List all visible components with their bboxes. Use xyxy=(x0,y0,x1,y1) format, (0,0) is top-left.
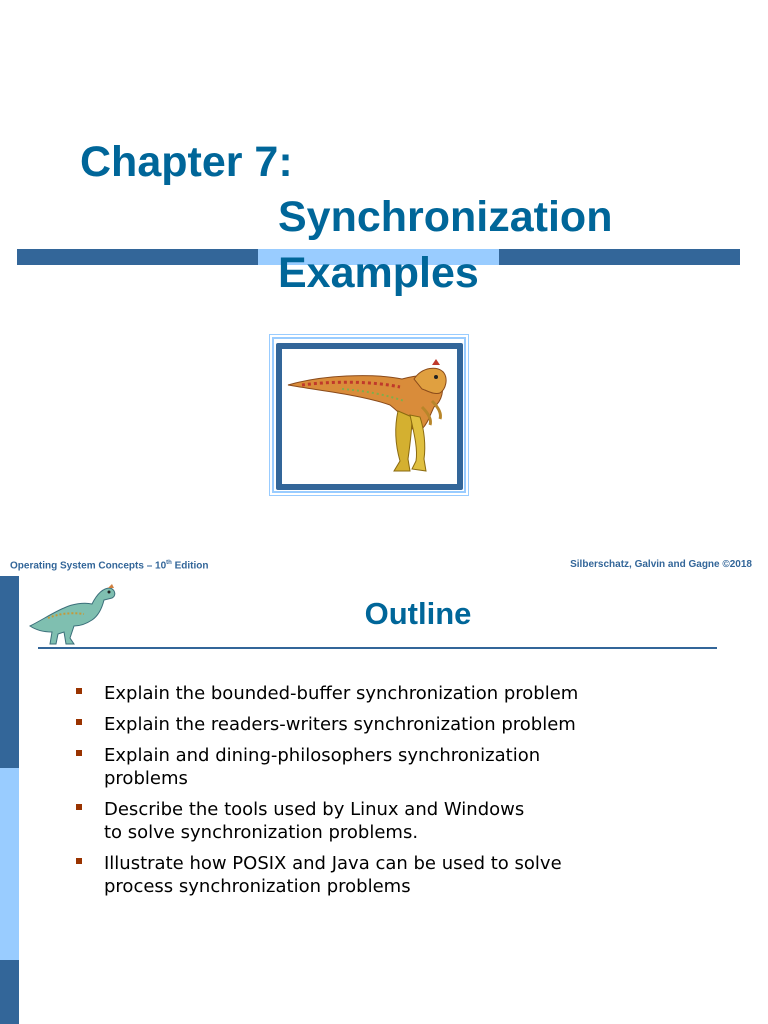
title-underline xyxy=(38,647,717,649)
title-bar-left xyxy=(17,249,258,265)
bullet-text: Explain and dining-philosophers synchronization problems xyxy=(104,745,541,789)
footer-book-title xyxy=(10,560,209,571)
side-bar-middle xyxy=(0,768,19,960)
dinosaur-illustration-icon xyxy=(282,349,457,484)
footer-edition-label: Edition xyxy=(171,560,209,572)
outline-bullet-list xyxy=(76,682,716,906)
footer-book-title-main: Operating System Concepts – 10 xyxy=(10,560,167,572)
list-item xyxy=(76,852,716,898)
footer-edition-sup: th xyxy=(166,560,172,566)
footer-authors: Silberschatz, Galvin and Gagne ©2018 xyxy=(570,559,752,570)
side-bar-bottom xyxy=(0,960,19,1024)
bullet-marker-icon xyxy=(76,719,82,725)
list-item xyxy=(76,682,716,705)
list-item xyxy=(76,798,716,844)
bullet-marker-icon xyxy=(76,688,82,694)
list-item xyxy=(76,713,716,736)
bullet-text: Illustrate how POSIX and Java can be used to solve process synchronization problems xyxy=(104,853,562,897)
bullet-marker-icon xyxy=(76,858,82,864)
bullet-text: Describe the tools used by Linux and Windows to solve synchronization problems. xyxy=(104,799,525,843)
bullet-marker-icon xyxy=(76,804,82,810)
side-bar-top xyxy=(0,576,19,768)
list-item xyxy=(76,744,716,790)
chapter-title: Chapter 7: xyxy=(80,138,293,186)
title-bar-right xyxy=(499,249,740,265)
chapter-subtitle-line1: Synchronization xyxy=(278,193,613,241)
chapter-subtitle-line2: Examples xyxy=(278,249,479,297)
bullet-marker-icon xyxy=(76,750,82,756)
bullet-text: Explain the bounded-buffer synchronization problem xyxy=(104,683,579,704)
outline-title: Outline xyxy=(364,596,472,631)
dinosaur-logo-icon xyxy=(28,582,118,648)
image-frame xyxy=(276,343,463,490)
bullet-text: Explain the readers-writers synchronization problem xyxy=(104,714,576,735)
